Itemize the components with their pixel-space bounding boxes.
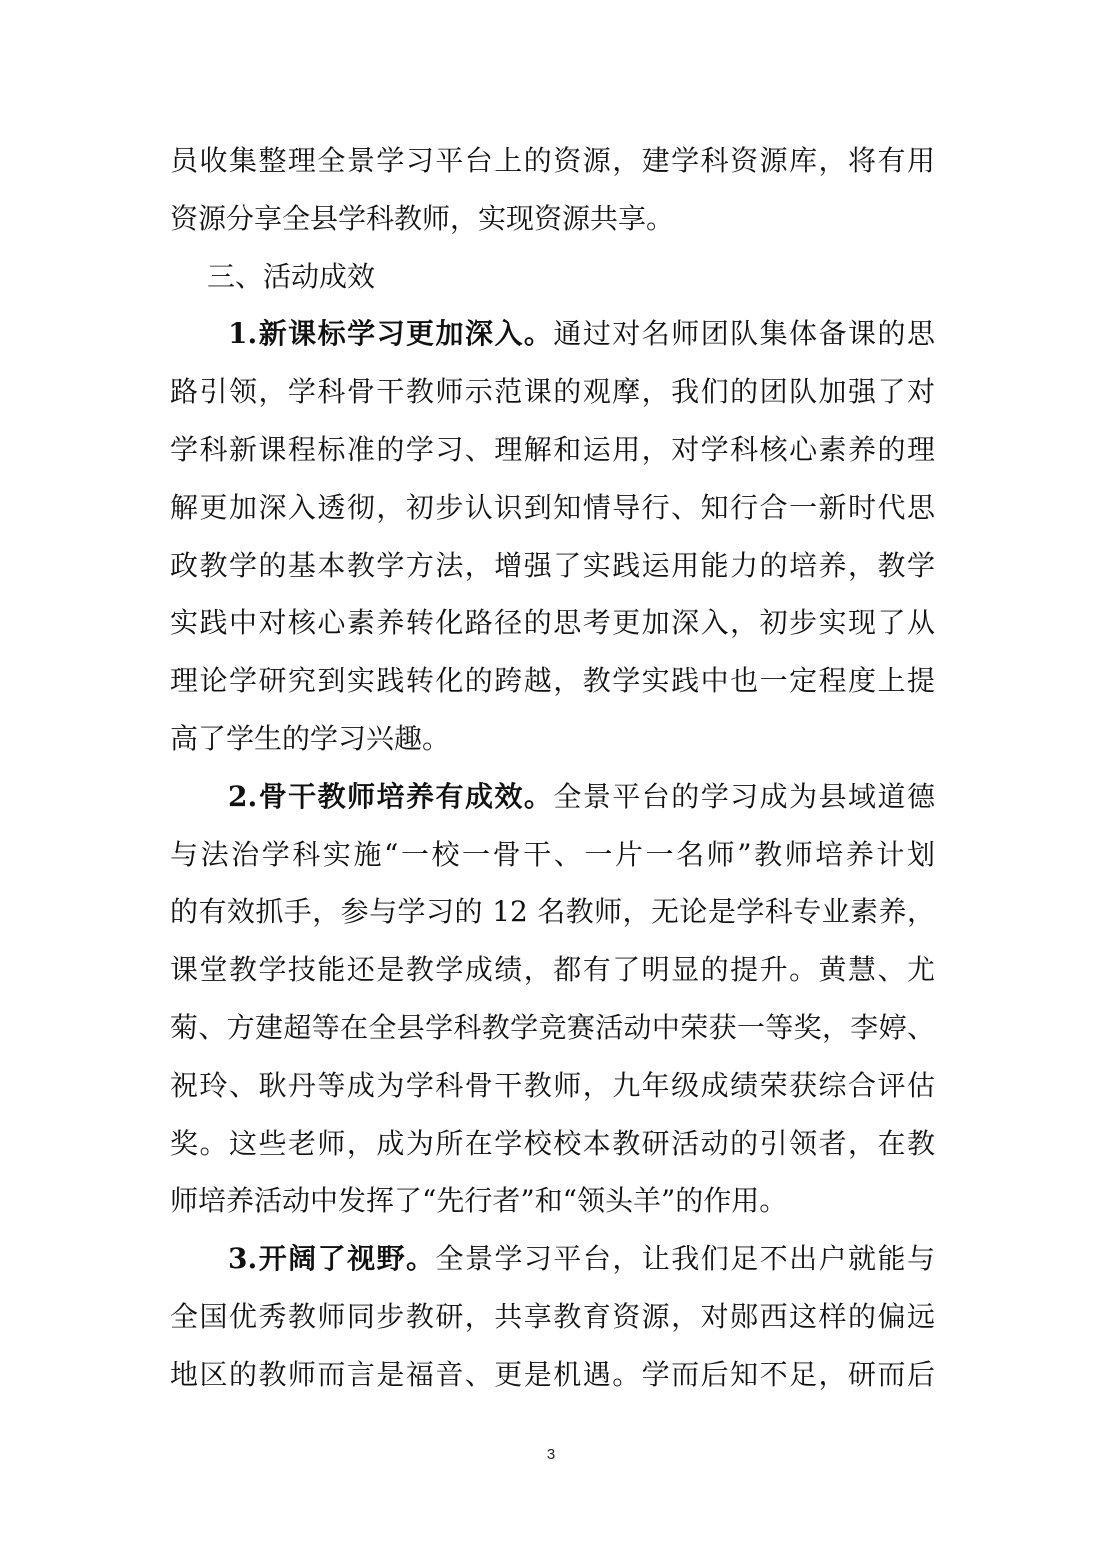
- text-line: 高了学生的学习兴趣。: [170, 721, 451, 755]
- paragraph-text: 全景平台的学习成为县域道德: [553, 779, 935, 813]
- text-line: 与法治学科实施“一校一骨干、一片一名师”教师培养计划: [170, 837, 935, 871]
- paragraph-text: 全景学习平台，让我们足不出户就能与: [435, 1242, 935, 1276]
- text-line: 的有效抓手，参与学习的 12 名教师，无论是学科专业素养，: [170, 895, 935, 929]
- paragraph-lead: 1.新课标学习更加深入。: [228, 317, 554, 351]
- text-line: 祝玲、耿丹等成为学科骨干教师，九年级成绩荣获综合评估: [170, 1068, 935, 1102]
- text-line: 政教学的基本教学方法，增强了实践运用能力的培养，教学: [170, 548, 935, 582]
- text-line: 实践中对核心素养转化路径的思考更加深入，初步实现了从: [170, 606, 935, 640]
- text-line: 解更加深入透彻，初步认识到知情导行、知行合一新时代思: [170, 490, 935, 524]
- text-line: 课堂教学技能还是教学成绩，都有了明显的提升。黄慧、尤: [170, 953, 935, 987]
- text-line: 奖。这些老师，成为所在学校校本教研活动的引领者，在教: [170, 1126, 935, 1160]
- paragraph-text: 通过对名师团队集体备课的思: [553, 317, 935, 351]
- text-line: 路引领，学科骨干教师示范课的观摩，我们的团队加强了对: [170, 375, 935, 409]
- paragraph-lead: 3.开阔了视野。: [228, 1242, 436, 1276]
- section-heading: 三、活动成效: [207, 259, 376, 293]
- paragraph-first-line: [170, 768, 935, 826]
- text-line: 学科新课程标准的学习、理解和运用，对学科核心素养的理: [170, 432, 935, 466]
- text-line: 地区的教师而言是福音、更是机遇。学而后知不足，研而后: [170, 1357, 935, 1391]
- paragraph-lead: 2.骨干教师培养有成效。: [228, 779, 554, 813]
- text-line: 全国优秀教师同步教研，共享教育资源，对郧西这样的偏远: [170, 1299, 935, 1333]
- text-line: 师培养活动中发挥了“先行者”和“领头羊”的作用。: [170, 1184, 788, 1218]
- paragraph-first-line: [170, 1230, 935, 1288]
- paragraph-first-line: [170, 305, 935, 363]
- page-number: 3: [546, 1446, 556, 1463]
- text-line: 员收集整理全景学习平台上的资源，建学科资源库，将有用: [170, 144, 935, 177]
- document-body: [170, 132, 935, 1404]
- text-line: 资源分享全县学科教师，实现资源共享。: [170, 201, 675, 235]
- text-line: 理论学研究到实践转化的跨越，教学实践中也一定程度上提: [170, 664, 935, 698]
- text-line: 菊、方建超等在全县学科教学竞赛活动中荣获一等奖，李婷、: [170, 1010, 935, 1044]
